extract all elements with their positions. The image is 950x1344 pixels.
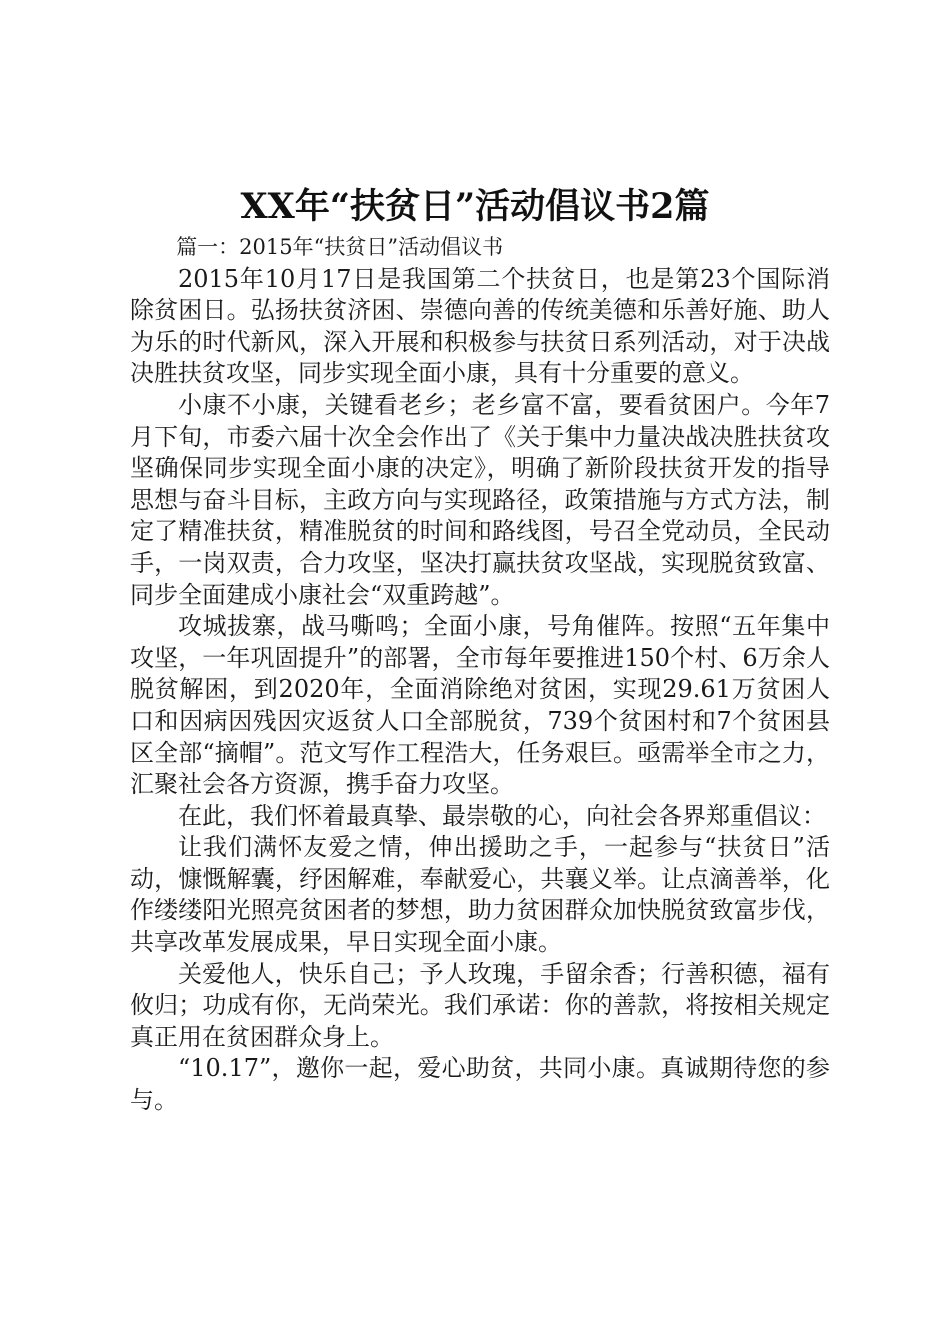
- document-title: XX年“扶贫日”活动倡议书2篇: [240, 186, 710, 227]
- paragraph: 关爱他人，快乐自己；予人玫瑰，手留余香；行善积德，福有攸归；功成有你，无尚荣光。我们承诺：你的善款，将按相关规定真正用在贫困群众身上。: [130, 959, 830, 1051]
- paragraph: 攻城拔寨，战马嘶鸣；全面小康，号角催阵。按照“五年集中攻坚，一年巩固提升”的部署，全市每年要推进150个村、6万余人脱贫解困，到2020年，全面消除绝对贫困，实现29.61万贫困人口和因病因残因灾返贫人口全部脱贫，739个贫困村和7个贫困县区全部“摘帽”。范文写作工程浩大，任务艰巨。亟需举全市之力，汇聚社会各方资源，携手奋力攻坚。: [130, 612, 830, 799]
- paragraph: 让我们满怀友爱之情，伸出援助之手，一起参与“扶贫日”活动，慷慨解囊，纾困解难，奉献爱心，共襄义举。让点滴善举，化作缕缕阳光照亮贫困者的梦想，助力贫困群众加快脱贫致富步伐，共享改革发展成果，早日实现全面小康。: [130, 833, 830, 957]
- paragraph: 在此，我们怀着最真挚、最崇敬的心，向社会各界郑重倡议：: [178, 801, 826, 830]
- paragraph: 2015年10月17日是我国第二个扶贫日，也是第23个国际消除贫困日。弘扬扶贫济困、崇德向善的传统美德和乐善好施、助人为乐的时代新风，深入开展和积极参与扶贫日系列活动，对于决战决胜扶贫攻坚，同步实现全面小康，具有十分重要的意义。: [130, 264, 830, 388]
- paragraph: 小康不小康，关键看老乡；老乡富不富，要看贫困户。今年7月下旬，市委六届十次全会作出了《关于集中力量决战决胜扶贫攻坚确保同步实现全面小康的决定》，明确了新阶段扶贫开发的指导思想与奋斗目标，主政方向与实现路径，政策措施与方式方法，制定了精准扶贫，精准脱贫的时间和路线图，号召全党动员，全民动手，一岗双责，合力攻坚，坚决打赢扶贫攻坚战，实现脱贫致富、同步全面建成小康社会“双重跨越”。: [130, 390, 830, 609]
- document-body: [130, 232, 830, 1117]
- section-heading: 篇一：2015年“扶贫日”活动倡议书: [176, 235, 504, 259]
- paragraph: “10.17”，邀你一起，爱心助贫，共同小康。真诚期待您的参与。: [130, 1054, 830, 1115]
